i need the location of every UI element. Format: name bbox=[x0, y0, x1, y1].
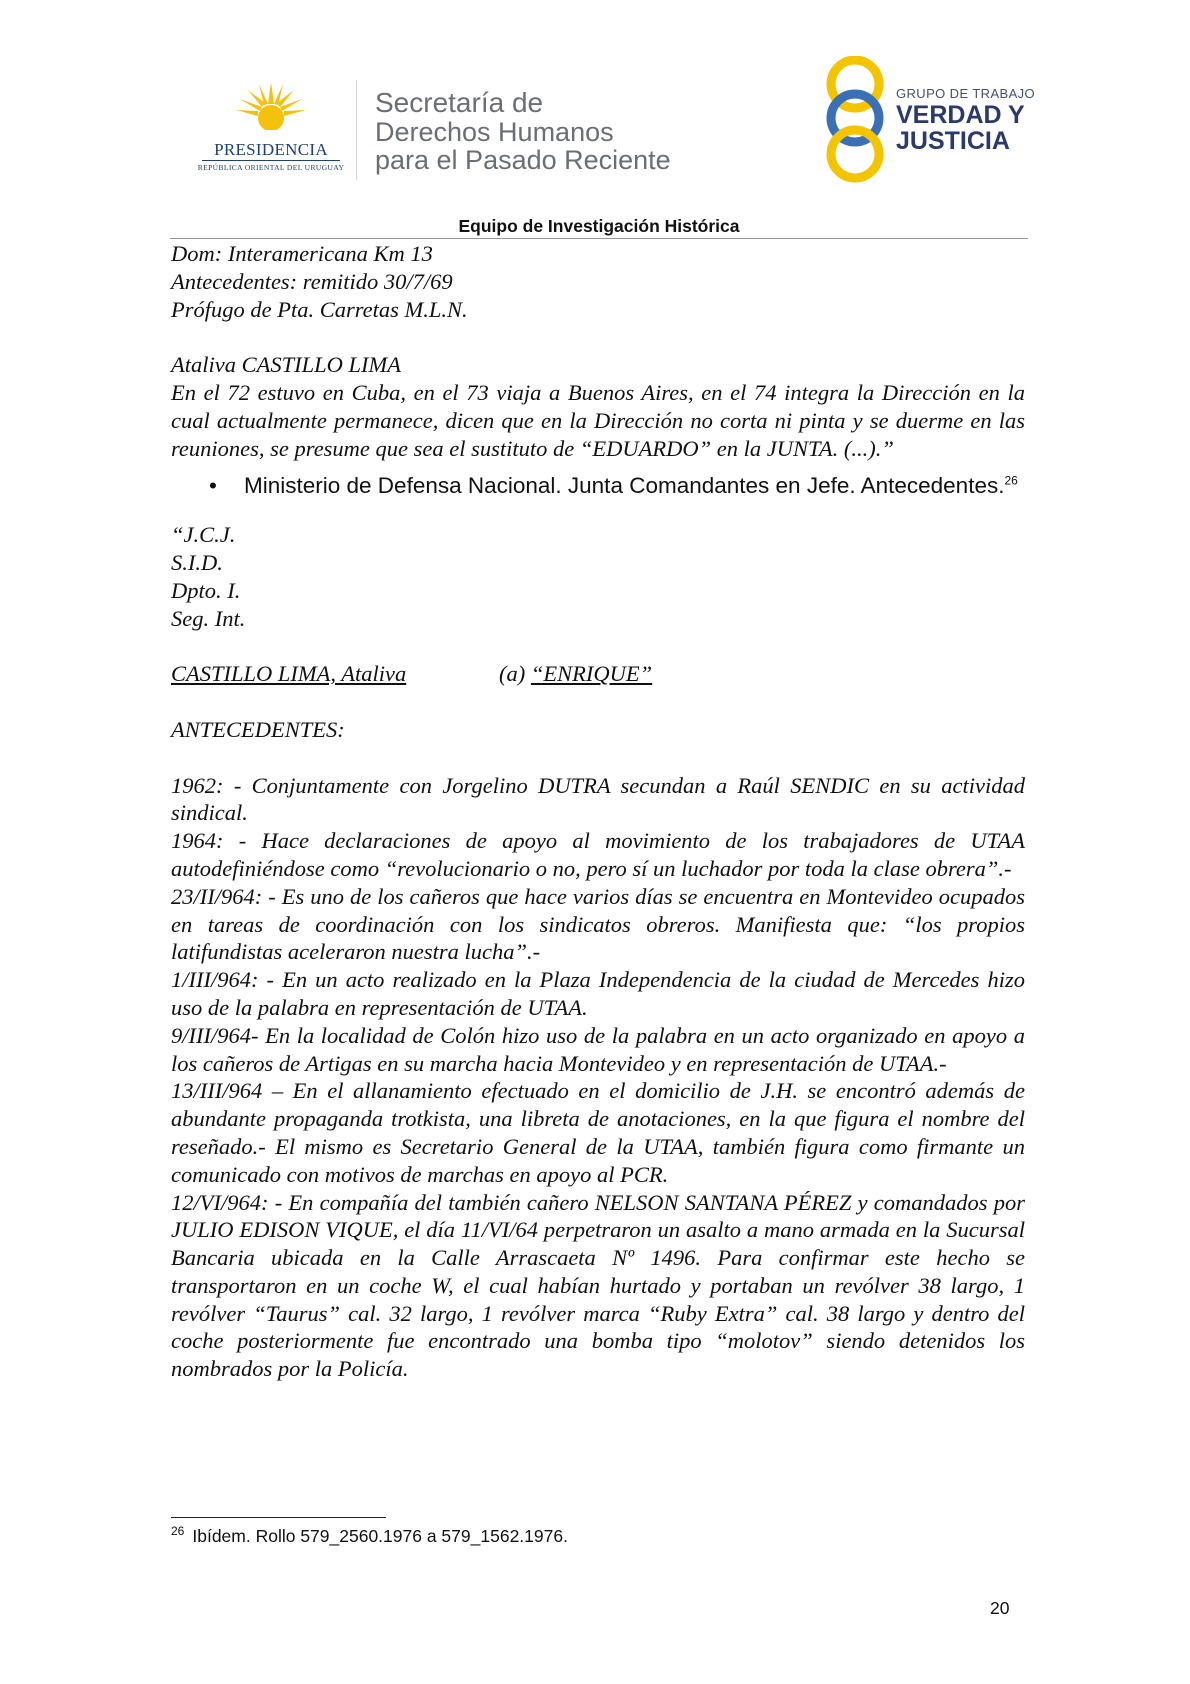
footnote-ref[interactable]: 26 bbox=[1004, 473, 1018, 488]
subject-name: Ataliva CASTILLO LIMA bbox=[171, 352, 402, 378]
sid-line: S.I.D. bbox=[171, 550, 223, 576]
subject-paragraph: En el 72 estuvo en Cuba, en el 73 viaja a Buenos Aires, en el 74 integra la Dirección en la cual actualmente permanece, dicen que en la Dirección no corta ni pinta y se duerme en las reuniones, se presume que sea el sustituto de “EDUARDO” en la JUNTA. (...).” bbox=[171, 379, 1025, 461]
entry-1-iii-964: 1/III/964: - En un acto realizado en la Plaza Independencia de la ciudad de Mercedes hizo uso de la palabra en representación de UTAA. bbox=[171, 967, 1025, 1020]
page-number: 20 bbox=[990, 1598, 1010, 1618]
profugo-line: Prófugo de Pta. Carretas M.L.N. bbox=[171, 296, 468, 322]
header-rule bbox=[170, 238, 1028, 239]
grupo-line3: JUSTICIA bbox=[896, 127, 1010, 155]
interlocking-rings-icon bbox=[820, 56, 890, 184]
footnote bbox=[171, 1526, 568, 1547]
entry-9-iii-964: 9/III/964- En la localidad de Colón hizo uso de la palabra en un acto organizado en apoyo a los cañeros de Artigas en su marcha hacia Montevideo y en representación de UTAA.- bbox=[171, 1022, 1025, 1076]
dpto-line: Dpto. I. bbox=[171, 577, 241, 603]
jcj-line: “J.C.J. bbox=[171, 522, 236, 548]
alias-group bbox=[499, 660, 652, 688]
running-head: Equipo de Investigación Histórica bbox=[458, 216, 740, 236]
antecedentes-line: Antecedentes: remitido 30/7/69 bbox=[171, 268, 453, 294]
presidencia-subtitle: REPÚBLICA ORIENTAL DEL URUGUAY bbox=[197, 163, 345, 172]
seg-line: Seg. Int. bbox=[171, 605, 246, 631]
entry-1964: 1964: - Hace declaraciones de apoyo al movimiento de los trabajadores de UTAA autodefiniéndose como “revolucionario o no, pero sí un luchador por toda la clase obrera”.- bbox=[171, 828, 1025, 881]
bullet-marker: • bbox=[209, 473, 217, 499]
footnote-number: 26 bbox=[171, 1524, 185, 1539]
grupo-trabajo-text bbox=[896, 86, 1035, 154]
alias-prefix: (a) bbox=[499, 661, 531, 687]
grupo-line2: VERDAD Y bbox=[896, 101, 1025, 129]
name-row bbox=[171, 660, 1025, 688]
footnote-rule bbox=[171, 1517, 386, 1518]
secretaria-line1: Secretaría de bbox=[375, 87, 544, 118]
presidencia-name: PRESIDENCIA bbox=[214, 140, 328, 159]
secretaria-line3: para el Pasado Reciente bbox=[375, 145, 671, 175]
secretaria-logo-text bbox=[375, 88, 735, 174]
sun-icon bbox=[234, 80, 308, 140]
footnote-text: Ibídem. Rollo 579_2560.1976 a 579_1562.1976. bbox=[192, 1526, 568, 1546]
entry-12-vi-964: 12/VI/964: - En compañía del también cañero NELSON SANTANA PÉREZ y comandados por JULIO EDISON VIQUE, el día 11/VI/64 perpetraron un asalto a mano armada en la Sucursal Bancaria ubicada en la Calle Arrascaeta Nº 1496. Para confirmar este hecho se transportaron en un coche W, el cual habían hurtado y portaban un revólver 38 largo, 1 revólver “Taurus” cal. 32 largo, 1 revólver marca “Ruby Extra” cal. 38 largo y dentro del coche posteriormente fue encontrado una bomba tipo “molotov” siendo detenidos los nombrados por la Policía. bbox=[171, 1189, 1025, 1382]
secretaria-line2: Derechos Humanos bbox=[375, 117, 614, 147]
bullet-item bbox=[171, 472, 1025, 499]
presidencia-logo bbox=[196, 80, 346, 180]
bullet-text: Ministerio de Defensa Nacional. Junta Comandantes en Jefe. Antecedentes. bbox=[244, 473, 1005, 499]
antecedentes-heading: ANTECEDENTES: bbox=[171, 716, 345, 742]
address-line: Dom: Interamericana Km 13 bbox=[171, 241, 433, 266]
entry-13-iii-964: 13/III/964 – En el allanamiento efectuado en el domicilio de J.H. se encontró además de abundante propaganda trotkista, una libreta de anotaciones, en la que figura el nombre del reseñado.- El mismo es Secretario General de la UTAA, también figura como firmante un comunicado con motivos de marchas en apoyo al PCR. bbox=[171, 1078, 1025, 1187]
presidencia-rule bbox=[202, 160, 340, 161]
entry-23-ii-964: 23/II/964: - Es uno de los cañeros que hace varios días se encuentra en Montevideo ocupados en tareas de coordinación con los sindicatos obreros. Manifiesta que: “los propios latifundistas aceleraron nuestra lucha”.- bbox=[171, 883, 1025, 965]
entry-1962: 1962: - Conjuntamente con Jorgelino DUTRA secundan a Raúl SENDIC en su actividad sindical. bbox=[171, 772, 1025, 826]
logo-divider bbox=[356, 80, 357, 180]
grupo-line1: GRUPO DE TRABAJO bbox=[896, 86, 1036, 101]
document-body bbox=[171, 240, 1025, 1383]
alias-name: “ENRIQUE” bbox=[530, 661, 653, 687]
subject-full-name: CASTILLO LIMA, Ataliva bbox=[171, 661, 407, 687]
